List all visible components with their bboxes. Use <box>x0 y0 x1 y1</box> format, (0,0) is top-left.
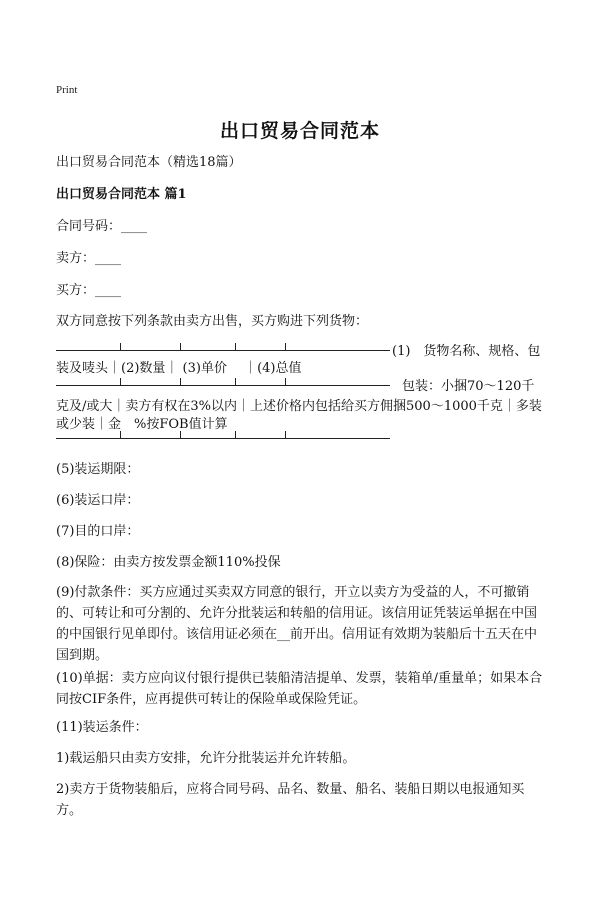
intro-text: 双方同意按下列条款由卖方出售，买方购进下列货物： <box>56 314 369 329</box>
table-tick <box>180 343 181 350</box>
subtitle: 出口贸易合同范本（精选18篇） <box>56 155 242 170</box>
table-tick <box>180 431 181 438</box>
table-tick <box>235 431 236 438</box>
documents-terms: (10)单据：卖方应向议付银行提供已装船清洁提单、发票，装箱单/重量单；如果本合同按CIF条件，应再提供可转让的保险单或保险凭证。 <box>56 671 543 707</box>
table-rule <box>56 438 390 439</box>
shipping-heading: (11)装运条件： <box>56 720 148 735</box>
table-tick <box>235 343 236 350</box>
table-row: 或少装｜金 %按FOB值计算 <box>56 417 228 432</box>
table-cell: 克及/或大｜卖方有权在3%以内｜上述价格内包括给买方佣 <box>56 399 394 414</box>
table-tick <box>285 378 286 385</box>
table-tick <box>120 378 121 385</box>
shipping-term-2: 2)卖方于货物装船后，应将合同号码、品名、数量、船名、装船日期以电报通知买方。 <box>56 782 525 818</box>
list-item: (8)保险：由卖方按发票金额110%投保 <box>56 555 281 570</box>
list-item: (6)装运口岸： <box>56 493 140 508</box>
table-tick <box>120 431 121 438</box>
table-rule <box>56 385 390 386</box>
shipping-term-1: 1)载运船只由卖方安排，允许分批装运并允许转船。 <box>56 751 356 766</box>
table-tick <box>120 343 121 350</box>
table-tick <box>180 378 181 385</box>
table-tick <box>285 343 286 350</box>
table-tick <box>285 431 286 438</box>
page-title: 出口贸易合同范本 <box>219 120 380 142</box>
section-heading: 出口贸易合同范本 篇1 <box>56 187 187 202</box>
packing-label: 包装：小捆70～120千 <box>402 379 535 394</box>
list-item: (5)装运期限： <box>56 462 140 477</box>
seller-line: 卖方：____ <box>56 251 122 266</box>
table-tick <box>235 378 236 385</box>
table-row: 装及唛头｜(2)数量｜ (3)单价 ｜(4)总值 <box>56 361 302 376</box>
table-cell: 捆500～1000千克｜多装 <box>393 399 542 414</box>
print-label[interactable]: Print <box>56 84 78 96</box>
buyer-line: 买方：____ <box>56 283 122 298</box>
list-item: (7)目的口岸： <box>56 524 140 539</box>
goods-name-label: (1) 货物名称、规格、包 <box>392 344 541 359</box>
table-rule <box>56 350 390 351</box>
contract-number: 合同号码：____ <box>56 219 148 234</box>
payment-terms: (9)付款条件：买方应通过买卖双方同意的银行，开立以卖方为受益的人，不可撤销的、可转让和可分割的、允许分批装运和转船的信用证。该信用证凭装运单据在中国的中国银行见单即付。该信用证必须在__前开出。信用证有效期为装船后十五天在中国到期。 <box>56 585 538 663</box>
